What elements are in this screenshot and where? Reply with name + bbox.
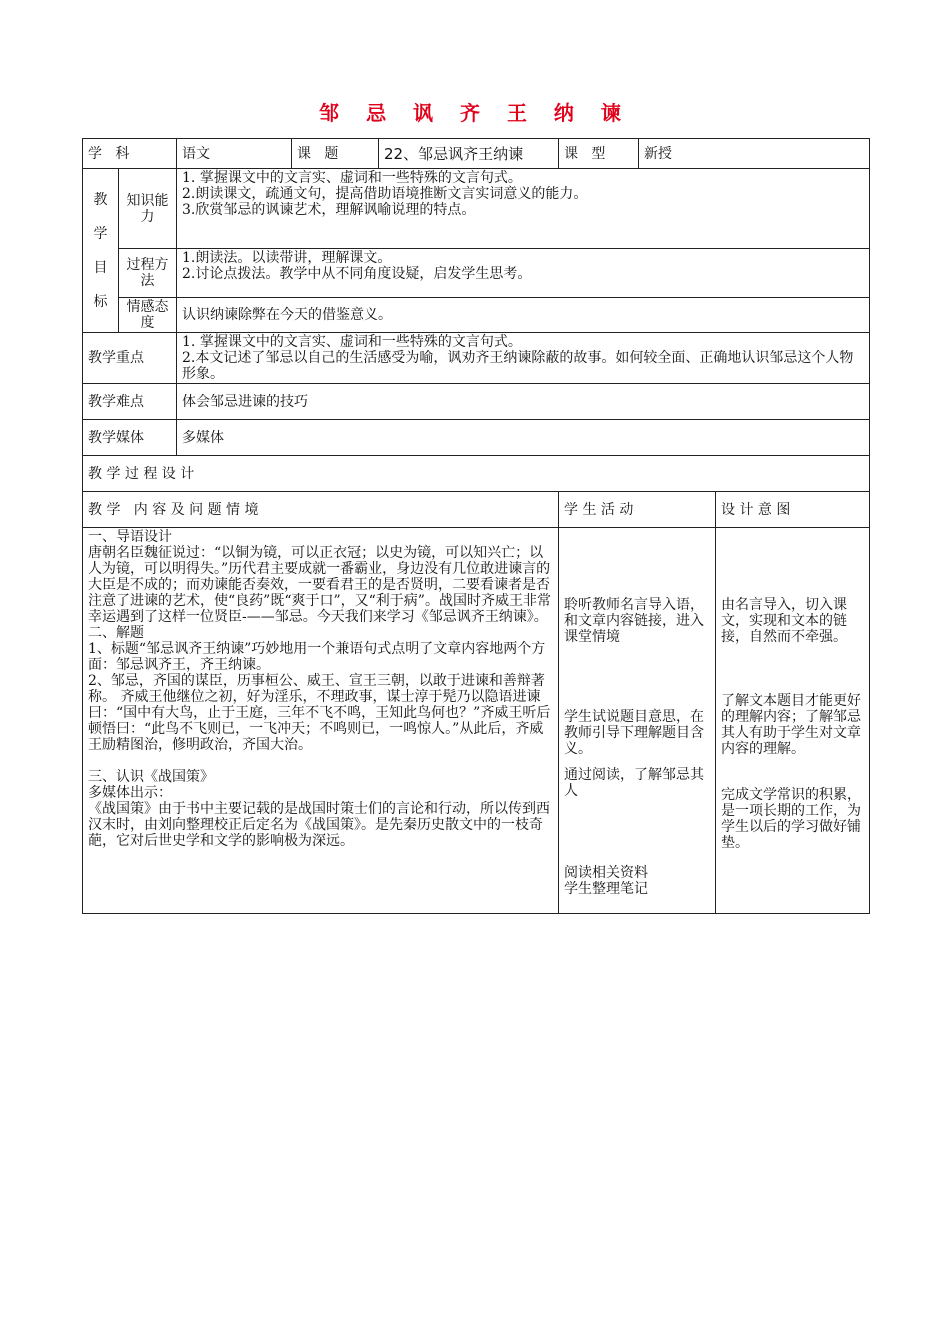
process-content [177, 249, 870, 298]
content-column-header: 教 学 内 容 及 问 题 情 境 [83, 492, 559, 528]
knowledge-content [177, 169, 870, 249]
columns-header-row [83, 492, 870, 528]
intent-item: 由名言导入，切入课文，实现和文本的链接，自然而不牵强。 [721, 597, 848, 645]
key-points-label: 教学重点 [83, 333, 177, 384]
goals-label [83, 169, 119, 333]
topic-value: 22、邹忌讽齐王纳谏 [379, 139, 559, 169]
activity-item: 学生试说题目意思，在教师引导下理解题目含义。 [564, 709, 705, 757]
process-label: 过程方法 [119, 249, 177, 298]
section-heading: 二、解题 [88, 625, 144, 641]
intent-item: 了解文本题目才能更好的理解内容；了解邹忌其人有助于学生对文章内容的理解。 [721, 693, 862, 757]
section-heading: 三、认识《战国策》 [88, 769, 214, 785]
key-point-line: 2.本文记述了邹忌以自己的生活感受为喻，讽劝齐王纳谏除蔽的故事。如何较全面、正确地认识邹忌这个人物形象。 [182, 350, 854, 382]
header-row [83, 139, 870, 169]
type-value: 新授 [639, 139, 870, 169]
goals-label-char: 学 [93, 225, 108, 242]
process-design-row [83, 456, 870, 492]
key-points-content [177, 333, 870, 384]
key-points-row [83, 333, 870, 384]
section-text: 2、邹忌，齐国的谋臣，历事桓公、威王、宣王三朝，以敢于进谏和善辩著称。 齐威王他继位之初，好为淫乐，不理政事，谋士淳于髡乃以隐语进谏曰：“国中有大鸟，止于王庭，三年不飞不鸣，王知此鸟何也？”齐威王听后顿悟曰：“此鸟不飞则已，一飞冲天；不鸣则已，一鸣惊人。”从此后，齐威王励精图治，修明政治，齐国大治。 [88, 673, 551, 753]
process-line: 1.朗读法。以读带讲，理解课文。 [182, 250, 392, 266]
media-label: 教学媒体 [83, 420, 177, 456]
goal-process-row [83, 249, 870, 298]
activity-item: 学生整理笔记 [564, 881, 649, 897]
section-text: 唐朝名臣魏征说过：“以铜为镜，可以正衣冠；以史为镜，可以知兴亡；以人为镜，可以明得失。”历代君主要成就一番霸业，身边没有几位敢进谏言的大臣是不成的；而劝谏能否奏效，一要看君王的是否贤明，二要看谏者是否注意了进谏的艺术，使“良药”既“爽于口”，又“利于病”。战国时齐威王非常幸运遇到了这样一位贤臣-——邹忌。今天我们来学习《邹忌讽齐王纳谏》。 [88, 545, 551, 625]
section-text: 多媒体出示： [88, 785, 172, 801]
lesson-content [83, 528, 559, 914]
subject-value: 语文 [177, 139, 292, 169]
goal-emotion-row [83, 298, 870, 333]
goal-knowledge-row [83, 169, 870, 249]
intent-item: 完成文学常识的积累，是一项长期的工作，为学生以后的学习做好铺垫。 [721, 787, 862, 851]
difficulty-row [83, 384, 870, 420]
section-heading: 一、导语设计 [88, 529, 172, 545]
knowledge-label: 知识能力 [119, 169, 177, 249]
activity-item: 通过阅读，了解邹忌其人 [564, 767, 705, 799]
media-content: 多媒体 [177, 420, 870, 456]
difficulty-label: 教学难点 [83, 384, 177, 420]
process-line: 2.讨论点拨法。教学中从不同角度设疑，启发学生思考。 [182, 266, 532, 282]
difficulty-content: 体会邹忌进谏的技巧 [177, 384, 870, 420]
key-point-line: 1. 掌握课文中的文言实、虚词和一些特殊的文言句式。 [182, 334, 522, 350]
section-text: 1、标题“邹忌讽齐王纳谏”巧妙地用一个兼语句式点明了文章内容地两个方面：邹忌讽齐王，齐王纳谏。 [88, 641, 546, 673]
document-title: 邹 忌 讽 齐 王 纳 谏 [319, 101, 631, 125]
knowledge-line: 3.欣赏邹忌的讽谏艺术，理解讽喻说理的特点。 [182, 202, 476, 218]
student-activities [559, 528, 716, 914]
intent-column-header: 设 计 意 图 [716, 492, 870, 528]
emotion-content: 认识纳谏除弊在今天的借鉴意义。 [177, 298, 870, 333]
lesson-body-row [83, 528, 870, 914]
goals-label-char: 目 [93, 259, 108, 276]
activity-item: 聆听教师名言导入语，和文章内容链接，进入课堂情境 [564, 597, 705, 645]
knowledge-line: 1. 掌握课文中的文言实、虚词和一些特殊的文言句式。 [182, 170, 522, 186]
topic-label: 课 题 [292, 139, 379, 169]
media-row [83, 420, 870, 456]
type-label: 课 型 [559, 139, 639, 169]
lesson-plan-table [82, 138, 870, 914]
subject-label: 学 科 [83, 139, 177, 169]
emotion-label: 情感态度 [119, 298, 177, 333]
knowledge-line: 2.朗读课文，疏通文句，提高借助语境推断文言实词意义的能力。 [182, 186, 588, 202]
goals-label-char: 教 [93, 191, 108, 208]
section-text: 《战国策》由于书中主要记载的是战国时策士们的言论和行动，所以传到西汉末时，由刘向整理校正后定名为《战国策》。是先秦历史散文中的一枝奇葩，它对后世史学和文学的影响极为深远。 [88, 801, 550, 849]
activity-item: 阅读相关资料 [564, 865, 649, 881]
process-design-heading: 教 学 过 程 设 计 [83, 456, 870, 492]
goals-label-char: 标 [93, 293, 108, 310]
activity-column-header: 学 生 活 动 [559, 492, 716, 528]
design-intents [716, 528, 870, 914]
